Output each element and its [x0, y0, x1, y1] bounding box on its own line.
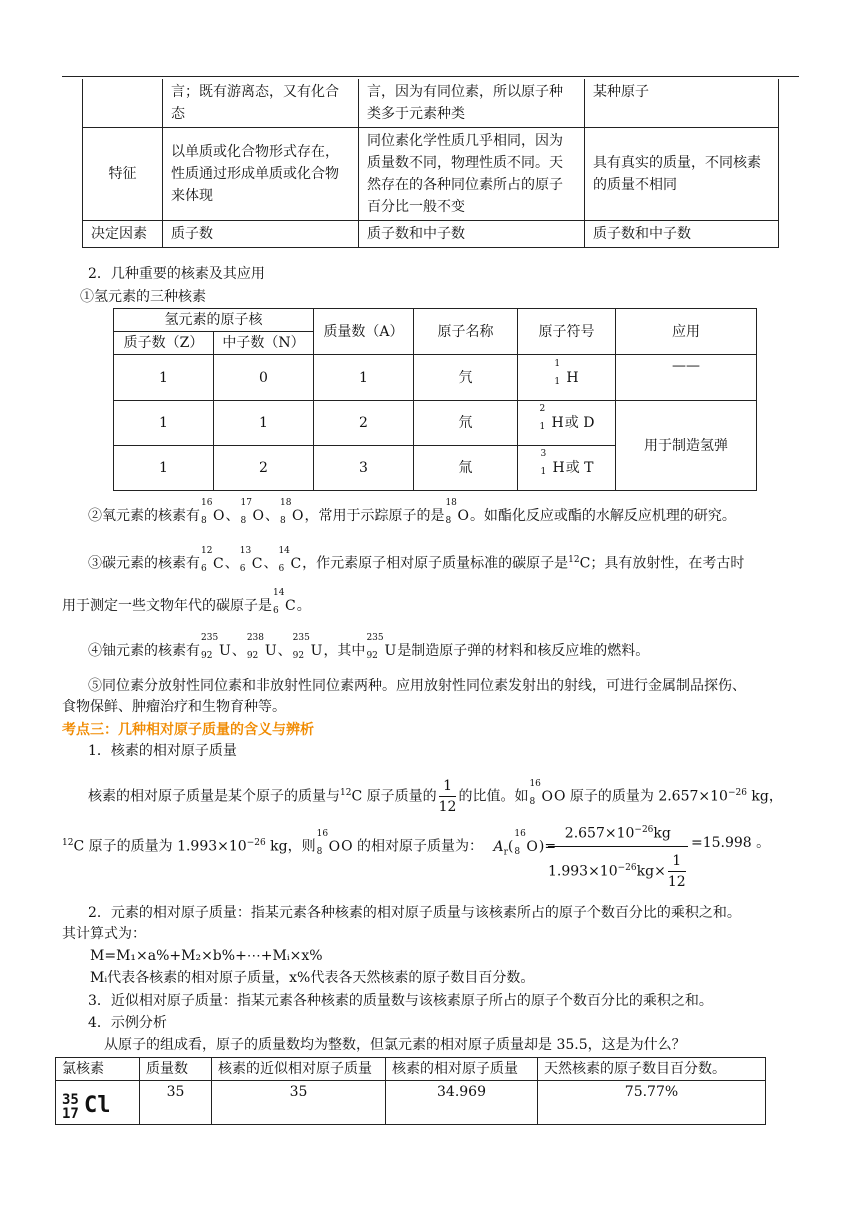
section-heading: 2．几种重要的核素及其应用 — [88, 266, 265, 282]
section-heading: 4．示例分析 — [88, 1015, 167, 1031]
table-cell: 质子数 — [163, 221, 359, 248]
approx-mass-def: 3．近似相对原子质量：指某元素各种核素的质量数与该核素原子所占的原子个数百分比的乘积之和。 — [88, 993, 713, 1009]
table-header: 质子数（Z） — [114, 332, 214, 355]
example-question: 从原子的组成看，原子的质量数均为整数，但氯元素的相对原子质量却是 35.5，这是为什么？ — [104, 1037, 686, 1053]
table-header: 应用 — [616, 309, 757, 355]
chlorine-table — [55, 1057, 766, 1125]
table-cell: 2 — [314, 401, 414, 446]
table-cell: 质子数和中子数 — [585, 221, 779, 248]
element-mass-def: 2．元素的相对原子质量：指某元素各种核素的相对原子质量与该核素所占的原子个数百分比的乘积之和。 — [88, 905, 741, 921]
table-cell: 特征 — [83, 128, 163, 221]
formula-note: Mᵢ代表各核素的相对原子质量，x%代表各天然核素的原子数目百分数。 — [90, 970, 535, 986]
table-header: 原子符号 — [518, 309, 616, 355]
table-header: 核素的相对原子质量 — [386, 1058, 538, 1081]
table-cell: 1 — [214, 401, 314, 446]
carbon-paragraph: ③碳元素的核素有 12 6 C、 13 6 C、 14 6 C，作元素原子相对原子质量标准的碳原子是$^{12}$C；具有放射性，在考古时 — [88, 545, 745, 574]
nuclide-symbol: 35 17 Cl — [62, 1092, 111, 1122]
table-cell: 质子数和中子数 — [359, 221, 585, 248]
table-header: 氢元素的原子核 — [114, 309, 314, 332]
table-cell: 35 — [212, 1081, 386, 1125]
table-cell: 2 — [214, 446, 314, 491]
paragraph-5-cont: 食物保鲜、肿瘤治疗和生物育种等。 — [62, 699, 286, 715]
table-cell: 2 1 H或 D — [518, 401, 616, 446]
table-cell: 氚 — [414, 446, 518, 491]
table-cell: 氕 — [414, 355, 518, 401]
formula-result: =15.998 。 — [691, 835, 771, 851]
table-header: 核素的近似相对原子质量 — [212, 1058, 386, 1081]
fraction-formula: $2.657\times 10^{-26}kg$ $1.993\times 10^{-26}kg\times$ $\frac{1}{12}$ — [548, 818, 688, 892]
table-cell: 3 1 H或 T — [518, 446, 616, 491]
table-cell — [518, 355, 616, 401]
sub-heading: ①氢元素的三种核素 — [80, 289, 206, 305]
table-cell: 1 — [114, 446, 214, 491]
table-row — [83, 128, 779, 221]
nuclide-symbol: 1 1 H — [554, 358, 579, 387]
table-row — [114, 401, 757, 446]
table-row — [56, 1058, 766, 1081]
table-cell: 1 — [314, 355, 414, 401]
table-cell: 具有真实的质量，不同核素的质量不相同 — [585, 128, 779, 221]
table-header: 质量数（A） — [314, 309, 414, 355]
table-row — [83, 221, 779, 248]
table-header: 质量数 — [140, 1058, 212, 1081]
nuclide-mass-paragraph: 核素的相对原子质量是某个原子的质量与$^{12}$C 原子质量的 $\frac{1}{12}$ 的比值。如 16 8 OO 原子的质量为 $2.657\times 10^{-26}$ kg， — [88, 778, 783, 815]
table-cell: —— — [616, 355, 757, 401]
table-cell: 同位素化学性质几乎相同，因为质量数不同，物理性质不同。天然存在的各种同位素所占的原子百分比一般不变 — [359, 128, 585, 221]
table-cell: 0 — [214, 355, 314, 401]
table-cell: 34.969 — [386, 1081, 538, 1125]
table-cell: 1 — [114, 401, 214, 446]
table-row — [114, 309, 757, 332]
nuclide-symbol: 2 1 H — [539, 404, 564, 432]
table-cell: 75.77% — [538, 1081, 766, 1125]
header-rule — [62, 76, 799, 77]
table-cell: 35 — [140, 1081, 212, 1125]
table-row — [114, 355, 757, 401]
oxygen-paragraph: ②氧元素的核素有 16 8 O、 17 8 O、 18 8 O，常用于示踪原子的是 18 8 O。如酯化反应或酯的水解反应机理的研究。 — [88, 498, 736, 526]
table-cell — [83, 79, 163, 128]
table-cell: 言，因为有同位素，所以原子种类多于元素种类 — [359, 79, 585, 128]
nuclide-mass-paragraph-2: $^{12}$C 原子的质量为 $1.993\times 10^{-26}$ kg，则 16 8 OO 的相对原子质量为： $A_r$( 16 8 O)= — [62, 828, 557, 858]
comparison-table — [82, 79, 779, 248]
paragraph-5: ⑤同位素分放射性同位素和非放射性同位素两种。应用放射性同位素发射出的射线，可进行金属制品探伤、 — [88, 678, 746, 694]
nuclide-symbol: 3 1 H — [540, 449, 565, 477]
table-cell: 言；既有游离态，又有化合态 — [163, 79, 359, 128]
kaodian-heading: 考点三：几种相对原子质量的含义与辨析 — [62, 722, 314, 738]
table-cell: 决定因素 — [83, 221, 163, 248]
hydrogen-table — [113, 308, 757, 491]
carbon-paragraph-2: 用于测定一些文物年代的碳原子是 14 6 C。 — [62, 588, 311, 616]
section-heading: 1．核素的相对原子质量 — [88, 743, 237, 759]
element-mass-def-cont: 其计算式为： — [62, 926, 146, 942]
table-cell — [56, 1081, 140, 1125]
table-cell: 1 — [114, 355, 214, 401]
table-header: 氯核素 — [56, 1058, 140, 1081]
table-row — [56, 1081, 766, 1125]
uranium-paragraph: ④铀元素的核素有 235 92 U、 238 92 U、 235 92 U，其中 235 92 U是制造原子弹的材料和核反应堆的燃料。 — [88, 633, 650, 661]
table-cell: 氘 — [414, 401, 518, 446]
table-cell: 3 — [314, 446, 414, 491]
table-cell: 某种原子 — [585, 79, 779, 128]
table-cell: 以单质或化合物形式存在，性质通过形成单质或化合物来体现 — [163, 128, 359, 221]
formula: M=M₁×a%+M₂×b%+⋯+Mᵢ×x% — [90, 948, 323, 964]
table-header: 中子数（N） — [214, 332, 314, 355]
table-cell: 用于制造氢弹 — [616, 401, 757, 491]
table-header: 天然核素的原子数目百分数。 — [538, 1058, 766, 1081]
table-header: 原子名称 — [414, 309, 518, 355]
table-row — [83, 79, 779, 128]
